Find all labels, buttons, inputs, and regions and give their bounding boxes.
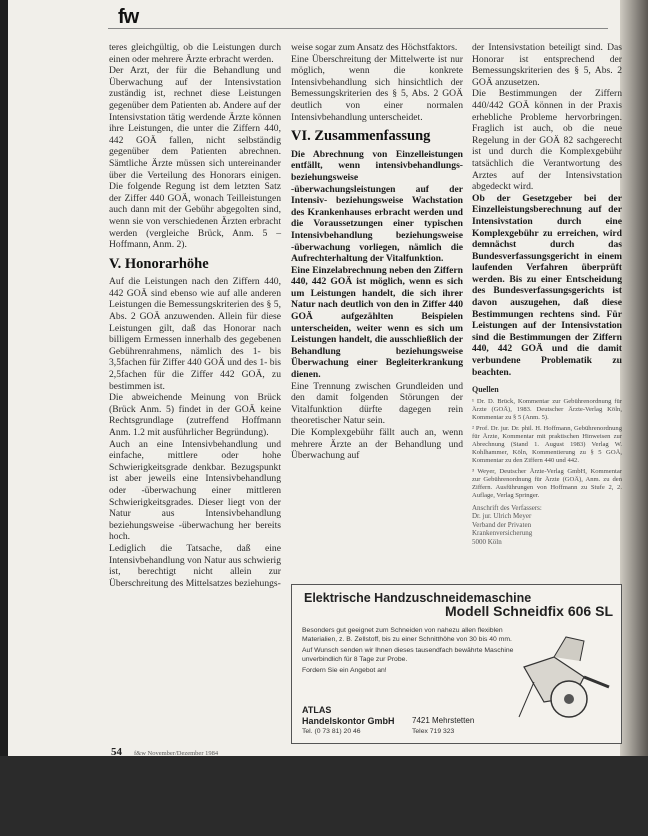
- paragraph: Die Bestimmungen der Ziffern 440/442 GOÄ können in der Praxis erhebliche Probleme hervorbringen. Fraglich ist auch, ob die neue Regelung in der GOÄ 82 sachgerecht ist und durch die Komplexgebühr tatsächlich die Verantwortung des Arztes auf der Intensivstation abgedeckt wird.: [472, 88, 622, 193]
- ad-telex: Telex 719 323: [412, 728, 455, 735]
- cutting-machine-illustration: [514, 627, 614, 737]
- ad-text: Fordern Sie ein Angebot an!: [302, 667, 387, 675]
- text-column-1: [109, 42, 281, 589]
- summary-paragraph: Die Abrechnung von Einzelleistungen entfällt, wenn intensivbehandlungs- beziehungsweise -überwachungsleistungen auf der Intensiv- beziehungsweise Wachstation des Krankenhauses erbracht werden und die Voraussetzungen einer typischen Intensivbehandlung beziehungsweise -überwachung vorliegen, nämlich die Aufrechterhaltung der Vitalfunktion.: [291, 148, 463, 265]
- reference-item: ² Prof. Dr. jur. Dr. phil. H. Hoffmann, Gebührenordnung für Ärzte, Kommentar mit praktischen Hinweisen zur Abrechnung (Stand 1. August 1983) Verlag W. Kohlhammer, Köln, Kommentierung zu § 5 GOÄ, Kommentar zu den Ziffern 440 und 442.: [472, 424, 622, 464]
- reference-item: ¹ Dr. D. Brück, Kommentar zur Gebührenordnung für Ärzte (GOÄ), 1983. Deutscher Ärzte-Verlag Köln, Kommentar zu § 5 (Anm. 5).: [472, 397, 622, 421]
- journal-issue: f&w November/Dezember 1984: [134, 750, 219, 757]
- author-line: Krankenversicherung: [472, 529, 533, 538]
- section-heading-honorarhoehe: V. Honorarhöhe: [109, 255, 209, 272]
- journal-logo: fw: [118, 6, 139, 28]
- ad-headline: Elektrische Handzuschneidemaschine: [304, 591, 532, 605]
- references-heading: Quellen: [472, 385, 499, 395]
- ad-text: Besonders gut geeignet zum Schneiden von nahezu allen flexiblen Materialien, z. B. Zellstoff, bis zu einer Schnitthöhe von 30 bis 40 mm.: [302, 627, 512, 643]
- ad-company-name: Handelskontor GmbH: [302, 716, 395, 726]
- ad-text: Auf Wunsch senden wir Ihnen dieses tausendfach bewährte Maschine unverbindlich für 8 Tage zur Probe.: [302, 647, 514, 663]
- header-rule: [108, 28, 608, 29]
- paragraph: Lediglich die Tatsache, daß eine Intensivbehandlung von Natur aus schwierig ist, berechtigt nicht allein zur Überschreitung des Mittelsatzes beziehungs-: [109, 542, 281, 589]
- paragraph: der Intensivstation beteiligt sind. Das Honorar ist entsprechend der Bemessungskriterien des § 5, Abs. 2 GOÄ anzusetzen.: [472, 42, 622, 88]
- ad-phone: Tel. (0 73 81) 20 46: [302, 728, 361, 735]
- summary-paragraph: Eine Einzelabrechnung neben den Ziffern 440, 442 GOÄ ist möglich, wenn es sich um Leistungen handelt, die sich ihrer Natur nach deutlich von den in Ziffer 440 GOÄ aufgezählten Beispielen unterscheiden, weiter wenn es sich um Leistungen handelt, die ausschließlich der Behandlung beziehungsweise Überwachung einer Begleiterkrankung dienen.: [291, 264, 463, 381]
- text-column-2: [291, 42, 463, 462]
- paragraph: Auf die Leistungen nach den Ziffern 440, 442 GOÄ sind ebenso wie auf alle anderen Leistungen die Bemessungskriterien des § 5, Abs. 2 GOÄ anzuwenden. Allein für diese Leistungen gilt, daß das Honorar nach billigem Ermessen innerhalb des gegebenen Gebührenrahmens, nämlich des 1- bis 3,5fachen für Ziffer 440 GOÄ und des 1- bis 2,5fachen für die Ziffer 442 GOÄ, zu bestimmen ist.: [109, 276, 281, 392]
- page-footer: [111, 746, 218, 758]
- ad-body: [302, 627, 522, 679]
- author-line: Verband der Privaten: [472, 520, 532, 529]
- references-list: [472, 398, 622, 500]
- paragraph: teres gleichgültig, ob die Leistungen durch einen oder mehrere Ärzte erbracht werden.: [109, 42, 281, 65]
- ad-address: 7421 Mehrstetten: [412, 716, 475, 725]
- ad-company-brand: ATLAS: [302, 705, 332, 715]
- paragraph: Eine Trennung zwischen Grundleiden und den damit folgenden Störungen der Vitalfunktion dürfte dagegen rein theoretischer Natur sein.: [291, 380, 463, 427]
- author-address-title: Anschrift des Verfassers:: [472, 503, 542, 512]
- paragraph: weise sogar zum Ansatz des Höchstfaktors.: [291, 42, 458, 53]
- text-column-3: [472, 42, 622, 546]
- section-heading-zusammenfassung: VI. Zusammenfassung: [291, 128, 431, 145]
- paragraph: Eine Überschreitung der Mittelwerte ist nur möglich, wenn die konkrete Intensivbehandlung sich hinsichtlich der Bemessungskriterien des § 5, Abs. 2 GOÄ deutlich von einer normalen Intensivbehandlung unterscheidet.: [291, 53, 463, 123]
- scan-bottom-edge: [0, 756, 648, 836]
- author-address: [472, 504, 622, 547]
- conclusion-paragraph: Ob der Gesetzgeber bei der Einzelleistungsberechnung auf der Intensivstation durch eine Komplexgebühr zu erreichen, wird demnächst durch das Bundesverfassungsgericht in einem laufenden Verfahren überprüft werden. Bis zu einer Entscheidung des Bundesverfassungsgerichts ist davon auszugehen, daß diese Bestimmungen rechtens sind. Für Leistungen auf der Intensivstation sind die Bestimmungen der Ziffern 440, 442 GOÄ und die damit verbundene Problematik zu beachten.: [472, 192, 622, 378]
- ad-model-name: Modell Schneidfix 606 SL: [444, 603, 613, 619]
- page-number: 54: [111, 746, 122, 758]
- author-line: 5000 Köln: [472, 537, 502, 546]
- scan-right-gutter: [620, 0, 648, 756]
- paragraph: Der Arzt, der für die Behandlung und Überwachung auf der Intensivstation zuständig ist, rechnet diese Leistungen gegenüber dem Patienten ab. Andere auf der Intensivstation tätig werdende Ärzte können ihre Leistungen, die unter die Ziffern 440, 442 GOÄ fallen, nicht selbständig gegenüber dem Patienten abrechnen. Sämtliche Ärzte müssen sich untereinander über die Verteilung des Honorars einigen. Die folgende Regung ist dem letzten Satz der Ziffer 440 GOÄ, wonach Teilleistungen auch dann mit der Gebühr abgegolten sind, wenn sie von verschiedenen Ärzten erbracht werden (vergleiche Brück, Anm. 5 – Hoffmann, Anm. 2).: [109, 65, 281, 251]
- paragraph: Auch an eine Intensivbehandlung und einfache, mittlere oder hohe Schwierigkeitsgrade denkbar. Bezugspunkt ist aber jeweils eine Intensivbehandlung oder -überwachung einer mittleren Schwierigkeitsgrades. Dieser liegt von der Natur aus Intensivbehandlung beziehungsweise -überwachung her bereits hoch.: [109, 438, 281, 543]
- scan-left-edge: [0, 0, 8, 756]
- paragraph: Die abweichende Meinung von Brück (Brück Anm. 5) findet in der GOÄ keine Rechtsgrundlage (zutreffend Hoffmann Anm. 1.2 mit ausführlicher Begründung).: [109, 392, 281, 438]
- author-line: Dr. jur. Ulrich Meyer: [472, 512, 532, 521]
- paragraph: Die Komplexgebühr fällt auch an, wenn mehrere Ärzte an der Behandlung und Überwachung auf: [291, 427, 463, 462]
- reference-item: ³ Weyer, Deutscher Ärzte-Verlag GmbH, Kommentar zur Gebührenordnung für Ärzte (GOÄ), Anm. zu den Ziffern. Ausführungen von Hoffmann zu Stufe 2, 2. Auflage, Verlag Springer.: [472, 467, 622, 499]
- ad-company: [302, 705, 395, 727]
- advertisement-box: [291, 584, 622, 744]
